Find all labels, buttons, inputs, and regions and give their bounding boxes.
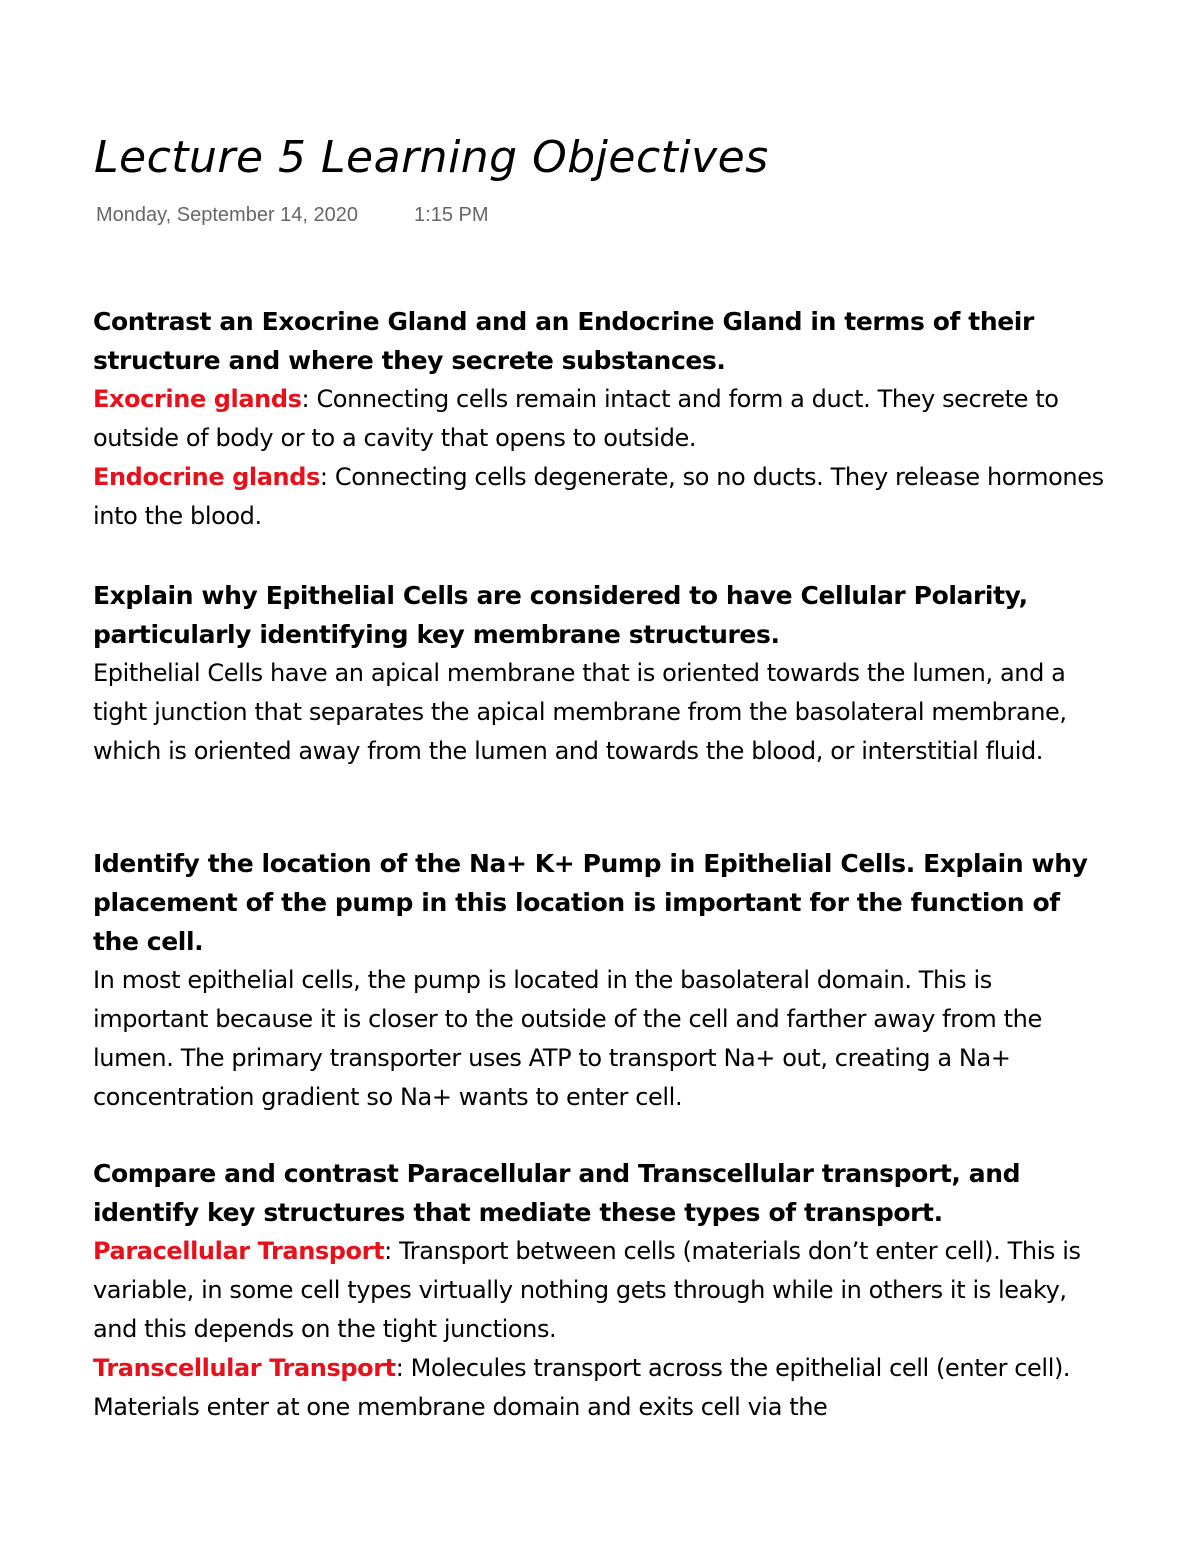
answer-text: : Molecules transport across the epithelial cell (enter cell). Materials enter at one membrane domain and exits cell via the <box>93 1354 1071 1421</box>
answer-item <box>93 458 1109 536</box>
answer-text: In most epithelial cells, the pump is located in the basolateral domain. This is important because it is closer to the outside of the cell and farther away from the lumen. The primary transporter uses ATP to transport Na+ out, creating a Na+ concentration gradient so Na+ wants to enter cell. <box>93 966 1042 1111</box>
page-title: Lecture 5 Learning Objectives <box>94 132 769 183</box>
objective-question: Compare and contrast Paracellular and Transcellular transport, and identify key structures that mediate these types of transport. <box>93 1159 1021 1227</box>
objective-section-transport <box>93 1154 1109 1427</box>
answer-text: : Connecting cells remain intact and form a duct. They secrete to outside of body or to a cavity that opens to outside. <box>93 385 1059 452</box>
objective-section-pump <box>93 844 1109 1117</box>
objective-section-polarity <box>93 576 1109 771</box>
objective-question: Identify the location of the Na+ K+ Pump in Epithelial Cells. Explain why placement of the pump in this location is important for the function of the cell. <box>93 849 1088 956</box>
answer-item <box>93 1349 1109 1427</box>
objective-section-glands <box>93 302 1109 536</box>
answer-item <box>93 380 1109 458</box>
term-label: Transcellular Transport <box>93 1354 396 1382</box>
term-label: Exocrine glands <box>93 385 302 413</box>
note-date: Monday, September 14, 2020 <box>96 204 359 226</box>
note-timestamp <box>96 200 489 230</box>
note-time: 1:15 PM <box>414 204 489 226</box>
answer-text: : Connecting cells degenerate, so no ducts. They release hormones into the blood. <box>93 463 1104 530</box>
answer-text: : Transport between cells (materials don’t enter cell). This is variable, in some cell types virtually nothing gets through while in others it is leaky, and this depends on the tight junctions. <box>93 1237 1081 1343</box>
term-label: Endocrine glands <box>93 463 320 491</box>
answer-item <box>93 1232 1109 1349</box>
objective-question: Explain why Epithelial Cells are considered to have Cellular Polarity, particularly identifying key membrane structures. <box>93 581 1028 649</box>
objective-question: Contrast an Exocrine Gland and an Endocrine Gland in terms of their structure and where they secrete substances. <box>93 307 1034 375</box>
answer-text: Epithelial Cells have an apical membrane that is oriented towards the lumen, and a tight junction that separates the apical membrane from the basolateral membrane, which is oriented away from the lumen and towards the blood, or interstitial fluid. <box>93 659 1067 765</box>
term-label: Paracellular Transport <box>93 1237 385 1265</box>
